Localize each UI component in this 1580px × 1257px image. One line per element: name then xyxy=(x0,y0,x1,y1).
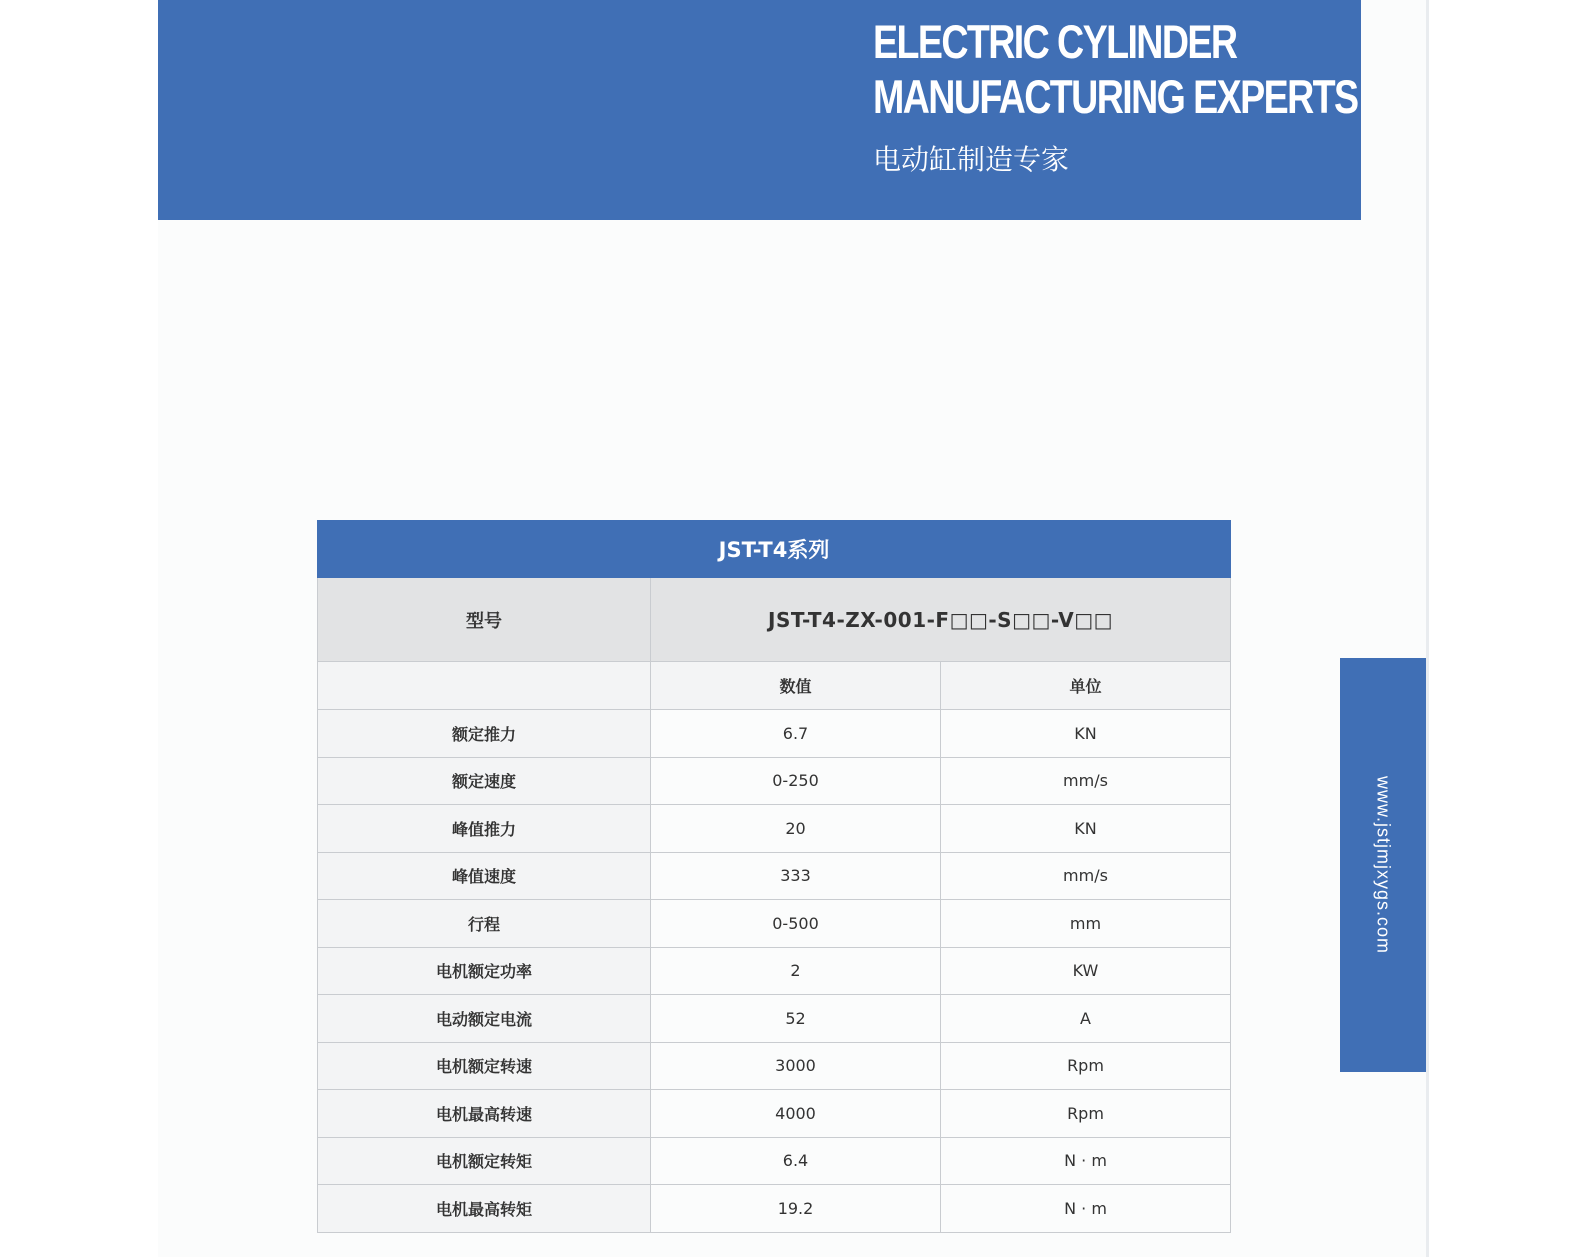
header-unit: 单位 xyxy=(941,662,1231,710)
unit-cell: N · m xyxy=(941,1185,1231,1233)
spec-table xyxy=(317,520,1231,1233)
value-cell: 6.4 xyxy=(651,1137,941,1185)
table-row xyxy=(318,900,1231,948)
column-header-row xyxy=(318,662,1231,710)
table-row xyxy=(318,1042,1231,1090)
value-cell: 52 xyxy=(651,995,941,1043)
unit-cell: mm/s xyxy=(941,757,1231,805)
page-edge-divider xyxy=(1426,0,1429,1257)
model-value: JST-T4-ZX-001-F□□-S□□-V□□ xyxy=(651,578,1231,662)
banner-subtitle: 电动缸制造专家 xyxy=(873,143,1070,176)
value-cell: 0-500 xyxy=(651,900,941,948)
table-row xyxy=(318,757,1231,805)
table-row xyxy=(318,852,1231,900)
table-row xyxy=(318,995,1231,1043)
table-row xyxy=(318,710,1231,758)
unit-cell: mm xyxy=(941,900,1231,948)
table-row xyxy=(318,1137,1231,1185)
param-cell: 电机额定转矩 xyxy=(318,1137,651,1185)
table-row xyxy=(318,1090,1231,1138)
param-cell: 电机额定功率 xyxy=(318,947,651,995)
unit-cell: A xyxy=(941,995,1231,1043)
table-row xyxy=(318,1185,1231,1233)
param-cell: 电机最高转矩 xyxy=(318,1185,651,1233)
model-row xyxy=(318,578,1231,662)
param-cell: 电动额定电流 xyxy=(318,995,651,1043)
value-cell: 0-250 xyxy=(651,757,941,805)
value-cell: 20 xyxy=(651,805,941,853)
table-title-row xyxy=(318,521,1231,578)
value-cell: 19.2 xyxy=(651,1185,941,1233)
table-row xyxy=(318,805,1231,853)
param-cell: 峰值速度 xyxy=(318,852,651,900)
table-title: JST-T4系列 xyxy=(318,521,1231,578)
value-cell: 333 xyxy=(651,852,941,900)
unit-cell: Rpm xyxy=(941,1090,1231,1138)
value-cell: 2 xyxy=(651,947,941,995)
param-cell: 峰值推力 xyxy=(318,805,651,853)
param-cell: 额定推力 xyxy=(318,710,651,758)
value-cell: 6.7 xyxy=(651,710,941,758)
model-label: 型号 xyxy=(318,578,651,662)
banner-title-line2: MANUFACTURING EXPERTS xyxy=(873,70,1358,123)
unit-cell: Rpm xyxy=(941,1042,1231,1090)
header-value: 数值 xyxy=(651,662,941,710)
side-tab xyxy=(1340,658,1426,1072)
header-param xyxy=(318,662,651,710)
table-row xyxy=(318,947,1231,995)
website-url: www.jstjmjxygs.com xyxy=(1373,775,1394,955)
param-cell: 额定速度 xyxy=(318,757,651,805)
banner-title-line1: ELECTRIC CYLINDER xyxy=(873,15,1237,68)
param-cell: 电机最高转速 xyxy=(318,1090,651,1138)
value-cell: 3000 xyxy=(651,1042,941,1090)
unit-cell: KN xyxy=(941,710,1231,758)
unit-cell: N · m xyxy=(941,1137,1231,1185)
value-cell: 4000 xyxy=(651,1090,941,1138)
unit-cell: mm/s xyxy=(941,852,1231,900)
param-cell: 电机额定转速 xyxy=(318,1042,651,1090)
param-cell: 行程 xyxy=(318,900,651,948)
banner-title xyxy=(873,14,1357,124)
unit-cell: KW xyxy=(941,947,1231,995)
unit-cell: KN xyxy=(941,805,1231,853)
